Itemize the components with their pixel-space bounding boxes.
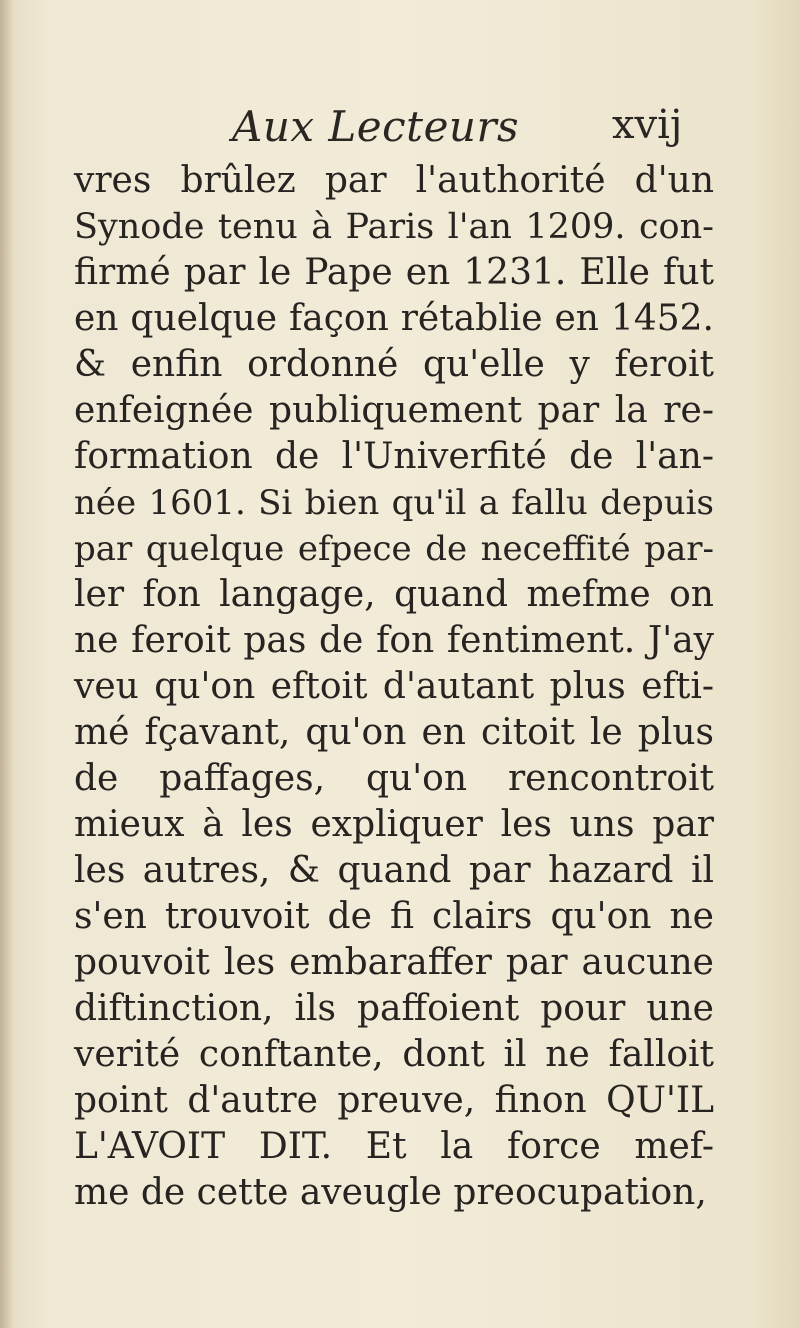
- text-line: s'en trouvoit de fi clairs qu'on ne: [74, 896, 714, 937]
- body-text: [74, 158, 714, 1216]
- text-line: en quelque façon rétablie en 1452.: [74, 298, 714, 339]
- text-line: par quelque efpece de neceffité par-: [74, 529, 714, 569]
- gutter-shadow: [0, 0, 14, 1328]
- page-number: xvij: [612, 102, 683, 148]
- text-line: me de cette aveugle preocupation,: [74, 1172, 707, 1213]
- text-line: & enfin ordonné qu'elle y feroit: [74, 344, 714, 385]
- text-line: mé fçavant, qu'on en citoit le plus: [74, 712, 714, 753]
- text-line: verité conftante, dont il ne falloit: [74, 1034, 714, 1075]
- text-line: enfeignée publiquement par la re-: [74, 390, 714, 431]
- text-line: diftinction, ils paffoient pour une: [74, 988, 714, 1029]
- text-line: ne feroit pas de fon fentiment. J'ay: [74, 620, 714, 661]
- page-header: [0, 100, 800, 160]
- text-line: vres brûlez par l'authorité d'un: [74, 160, 714, 201]
- text-line: formation de l'Univerfité de l'an-: [74, 436, 714, 477]
- text-line: firmé par le Pape en 1231. Elle fut: [74, 252, 714, 293]
- text-line: les autres, & quand par hazard il: [74, 850, 714, 891]
- text-line: point d'autre preuve, finon QU'IL: [74, 1080, 714, 1121]
- text-line: veu qu'on eftoit d'autant plus efti-: [74, 666, 714, 707]
- text-line: pouvoit les embaraffer par aucune: [74, 942, 714, 983]
- text-line: de paffages, qu'on rencontroit: [74, 758, 714, 799]
- text-line: Synode tenu à Paris l'an 1209. con-: [74, 207, 714, 247]
- running-head: Aux Lecteurs: [232, 102, 520, 151]
- text-line: née 1601. Si bien qu'il a fallu depuis: [74, 483, 714, 523]
- text-line: mieux à les expliquer les uns par: [74, 804, 714, 845]
- text-line: ler fon langage, quand mefme on: [74, 574, 714, 615]
- text-line: L'AVOIT DIT. Et la force mef-: [74, 1126, 714, 1167]
